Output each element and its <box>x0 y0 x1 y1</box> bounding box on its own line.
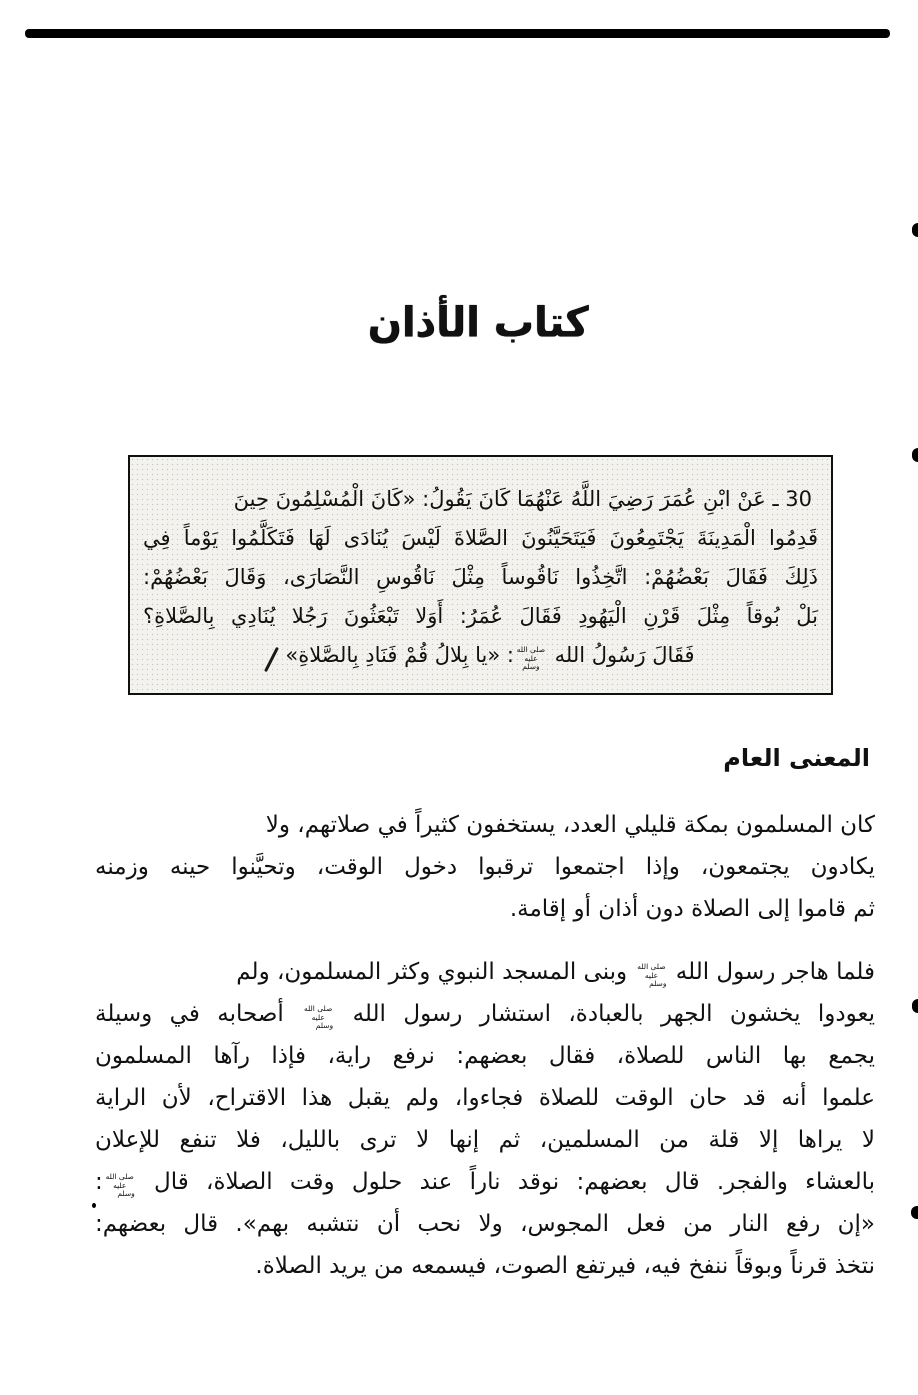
prophet-salutation-ligature: صلى الله عليه وسلم <box>516 645 546 671</box>
scan-speck <box>912 448 918 462</box>
scan-streak-top <box>25 29 890 38</box>
scan-speck <box>912 223 918 237</box>
scan-speck <box>912 999 918 1013</box>
text-line: لا يراها إلا قلة من المسلمين، ثم إنها لا ترى بالليل، فلا تنفع للإعلان <box>95 1127 875 1153</box>
text-line: بالعشاء والفجر. قال بعضهم: نوقد ناراً عند حلول وقت الصلاة، قال صلى الله عليه وسلم: <box>95 1169 875 1198</box>
paragraph <box>95 951 875 1287</box>
text-line: فَقَالَ رَسُولُ الله صلى الله عليه وسلم: «يا بِلالُ قُمْ فَنَادِ بِالصَّلاةِ» <box>143 636 818 675</box>
text-line: علموا أنه قد حان الوقت للصلاة فجاءوا، ولم يقبل هذا الاقتراح، لأن الراية <box>95 1085 875 1111</box>
text-line: ثم قاموا إلى الصلاة دون أذان أو إقامة. <box>509 896 875 922</box>
text-line: فلما هاجر رسول الله صلى الله عليه وسلم وبنى المسجد النبوي وكثر المسلمون، ولم <box>236 959 875 988</box>
text-line: 30 ـ عَنْ ابْنِ عُمَرَ رَضِيَ اللَّهُ عَنْهُمَا كَانَ يَقُولُ: «كَانَ الْمُسْلِمُونَ حِينَ <box>233 487 812 511</box>
text-line: نتخذ قرناً وبوقاً ننفخ فيه، فيرتفع الصوت، فيسمعه من يريد الصلاة. <box>255 1253 875 1279</box>
paragraph <box>95 804 875 930</box>
text-line: ذَلِكَ فَقَالَ بَعْضُهُمْ: اتَّخِذُوا نَاقُوساً مِثْلَ نَاقُوسِ النَّصَارَى، وَقَالَ بَعْضُهُمْ: <box>143 565 818 589</box>
prophet-salutation-ligature: صلى الله عليه وسلم <box>304 1004 334 1030</box>
text-line: يعودوا يخشون الجهر بالعبادة، استشار رسول الله صلى الله عليه وسلم أصحابه في وسيلة <box>95 1001 875 1030</box>
section-heading: المعنى العام <box>723 744 870 772</box>
prophet-salutation-ligature: صلى الله عليه وسلم <box>105 1172 135 1198</box>
text-line: «إن رفع النار من فعل المجوس، ولا نحب أن نتشبه بهم». قال بعضهم: <box>95 1211 875 1237</box>
chapter-title-calligraphy: كتاب الأذان <box>367 299 589 347</box>
text-line: بَلْ بُوقاً مِثْلَ قَرْنِ الْيَهُودِ فَقَالَ عُمَرُ: أَوَلا تَبْعَثُونَ رَجُلا يُنَادِي بِالصَّلاةِ؟ <box>143 604 818 628</box>
text-line: قَدِمُوا الْمَدِينَةَ يَجْتَمِعُونَ فَيَتَحَيَّنُونَ الصَّلاةَ لَيْسَ يُنَادَى لَهَا فَتَكَلَّمُوا يَوْماً فِي <box>143 526 818 550</box>
scan-speck <box>911 1206 918 1219</box>
text-line: كان المسلمون بمكة قليلي العدد، يستخفون كثيراً في صلاتهم، ولا <box>265 812 875 838</box>
prophet-salutation-ligature: صلى الله عليه وسلم <box>637 962 667 988</box>
text-line: يكادون يجتمعون، وإذا اجتمعوا ترقبوا دخول الوقت، وتحيَّنوا حينه وزمنه <box>95 854 875 880</box>
hadith-box <box>128 455 833 695</box>
text-line: يجمع بها الناس للصلاة، فقال بعضهم: نرفع راية، فإذا رآها المسلمون <box>95 1043 875 1069</box>
calligraphic-flourish <box>264 647 279 672</box>
